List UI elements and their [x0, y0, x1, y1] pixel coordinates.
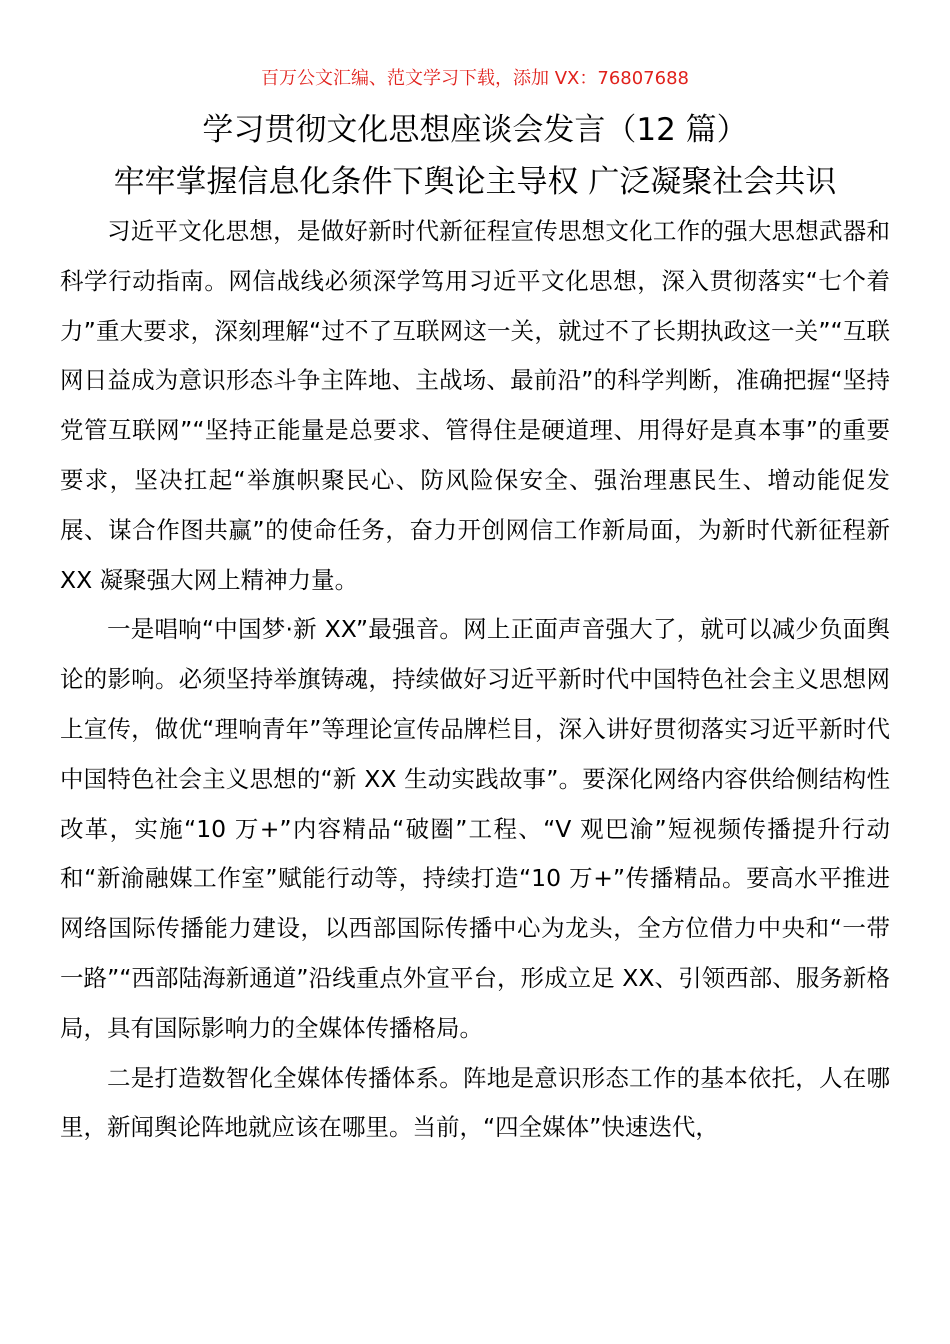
paragraph-point-two: 二是打造数智化全媒体传播体系。阵地是意识形态工作的基本依托，人在哪里，新闻舆论阵地就应该在哪里。当前，“四全媒体”快速迭代， — [60, 1063, 890, 1142]
document-title: 学习贯彻文化思想座谈会发言（12 篇） — [202, 112, 748, 148]
document-subtitle: 牢牢掌握信息化条件下舆论主导权 广泛凝聚社会共识 — [113, 164, 837, 200]
document-body — [60, 207, 890, 1153]
paragraph-point-one: 一是唱响“中国梦·新 XX”最强音。网上正面声音强大了，就可以减少负面舆论的影响。必须坚持举旗铸魂，持续做好习近平新时代中国特色社会主义思想网上宣传，做优“理响青年”等理论宣传品牌栏目，深入讲好贯彻落实习近平新时代中国特色社会主义思想的“新 XX 生动实践故事”。要深化网络内容供给侧结构性改革，实施“10 万+”内容精品“破圈”工程、“V 观巴渝”短视频传播提升行动和“新渝融媒工作室”赋能行动等，持续打造“10 万+”传播精品。要高水平推进网络国际传播能力建设，以西部国际传播中心为龙头，全方位借力中央和“一带一路”“西部陆海新通道”沿线重点外宣平台，形成立足 XX、引领西部、服务新格局，具有国际影响力的全媒体传播格局。 — [60, 615, 890, 1042]
header-watermark-note: 百万公文汇编、范文学习下载，添加 VX：76807688 — [261, 68, 689, 89]
paragraph-intro: 习近平文化思想，是做好新时代新征程宣传思想文化工作的强大思想武器和科学行动指南。网信战线必须深学笃用习近平文化思想，深入贯彻落实“七个着力”重大要求，深刻理解“过不了互联网这一关，就过不了长期执政这一关”“互联网日益成为意识形态斗争主阵地、主战场、最前沿”的科学判断，准确把握“坚持党管互联网”“坚持正能量是总要求、管得住是硬道理、用得好是真本事”的重要要求，坚决扛起“举旗帜聚民心、防风险保安全、强治理惠民生、增动能促发展、谋合作图共赢”的使命任务，奋力开创网信工作新局面，为新时代新征程新 XX 凝聚强大网上精神力量。 — [60, 217, 890, 594]
